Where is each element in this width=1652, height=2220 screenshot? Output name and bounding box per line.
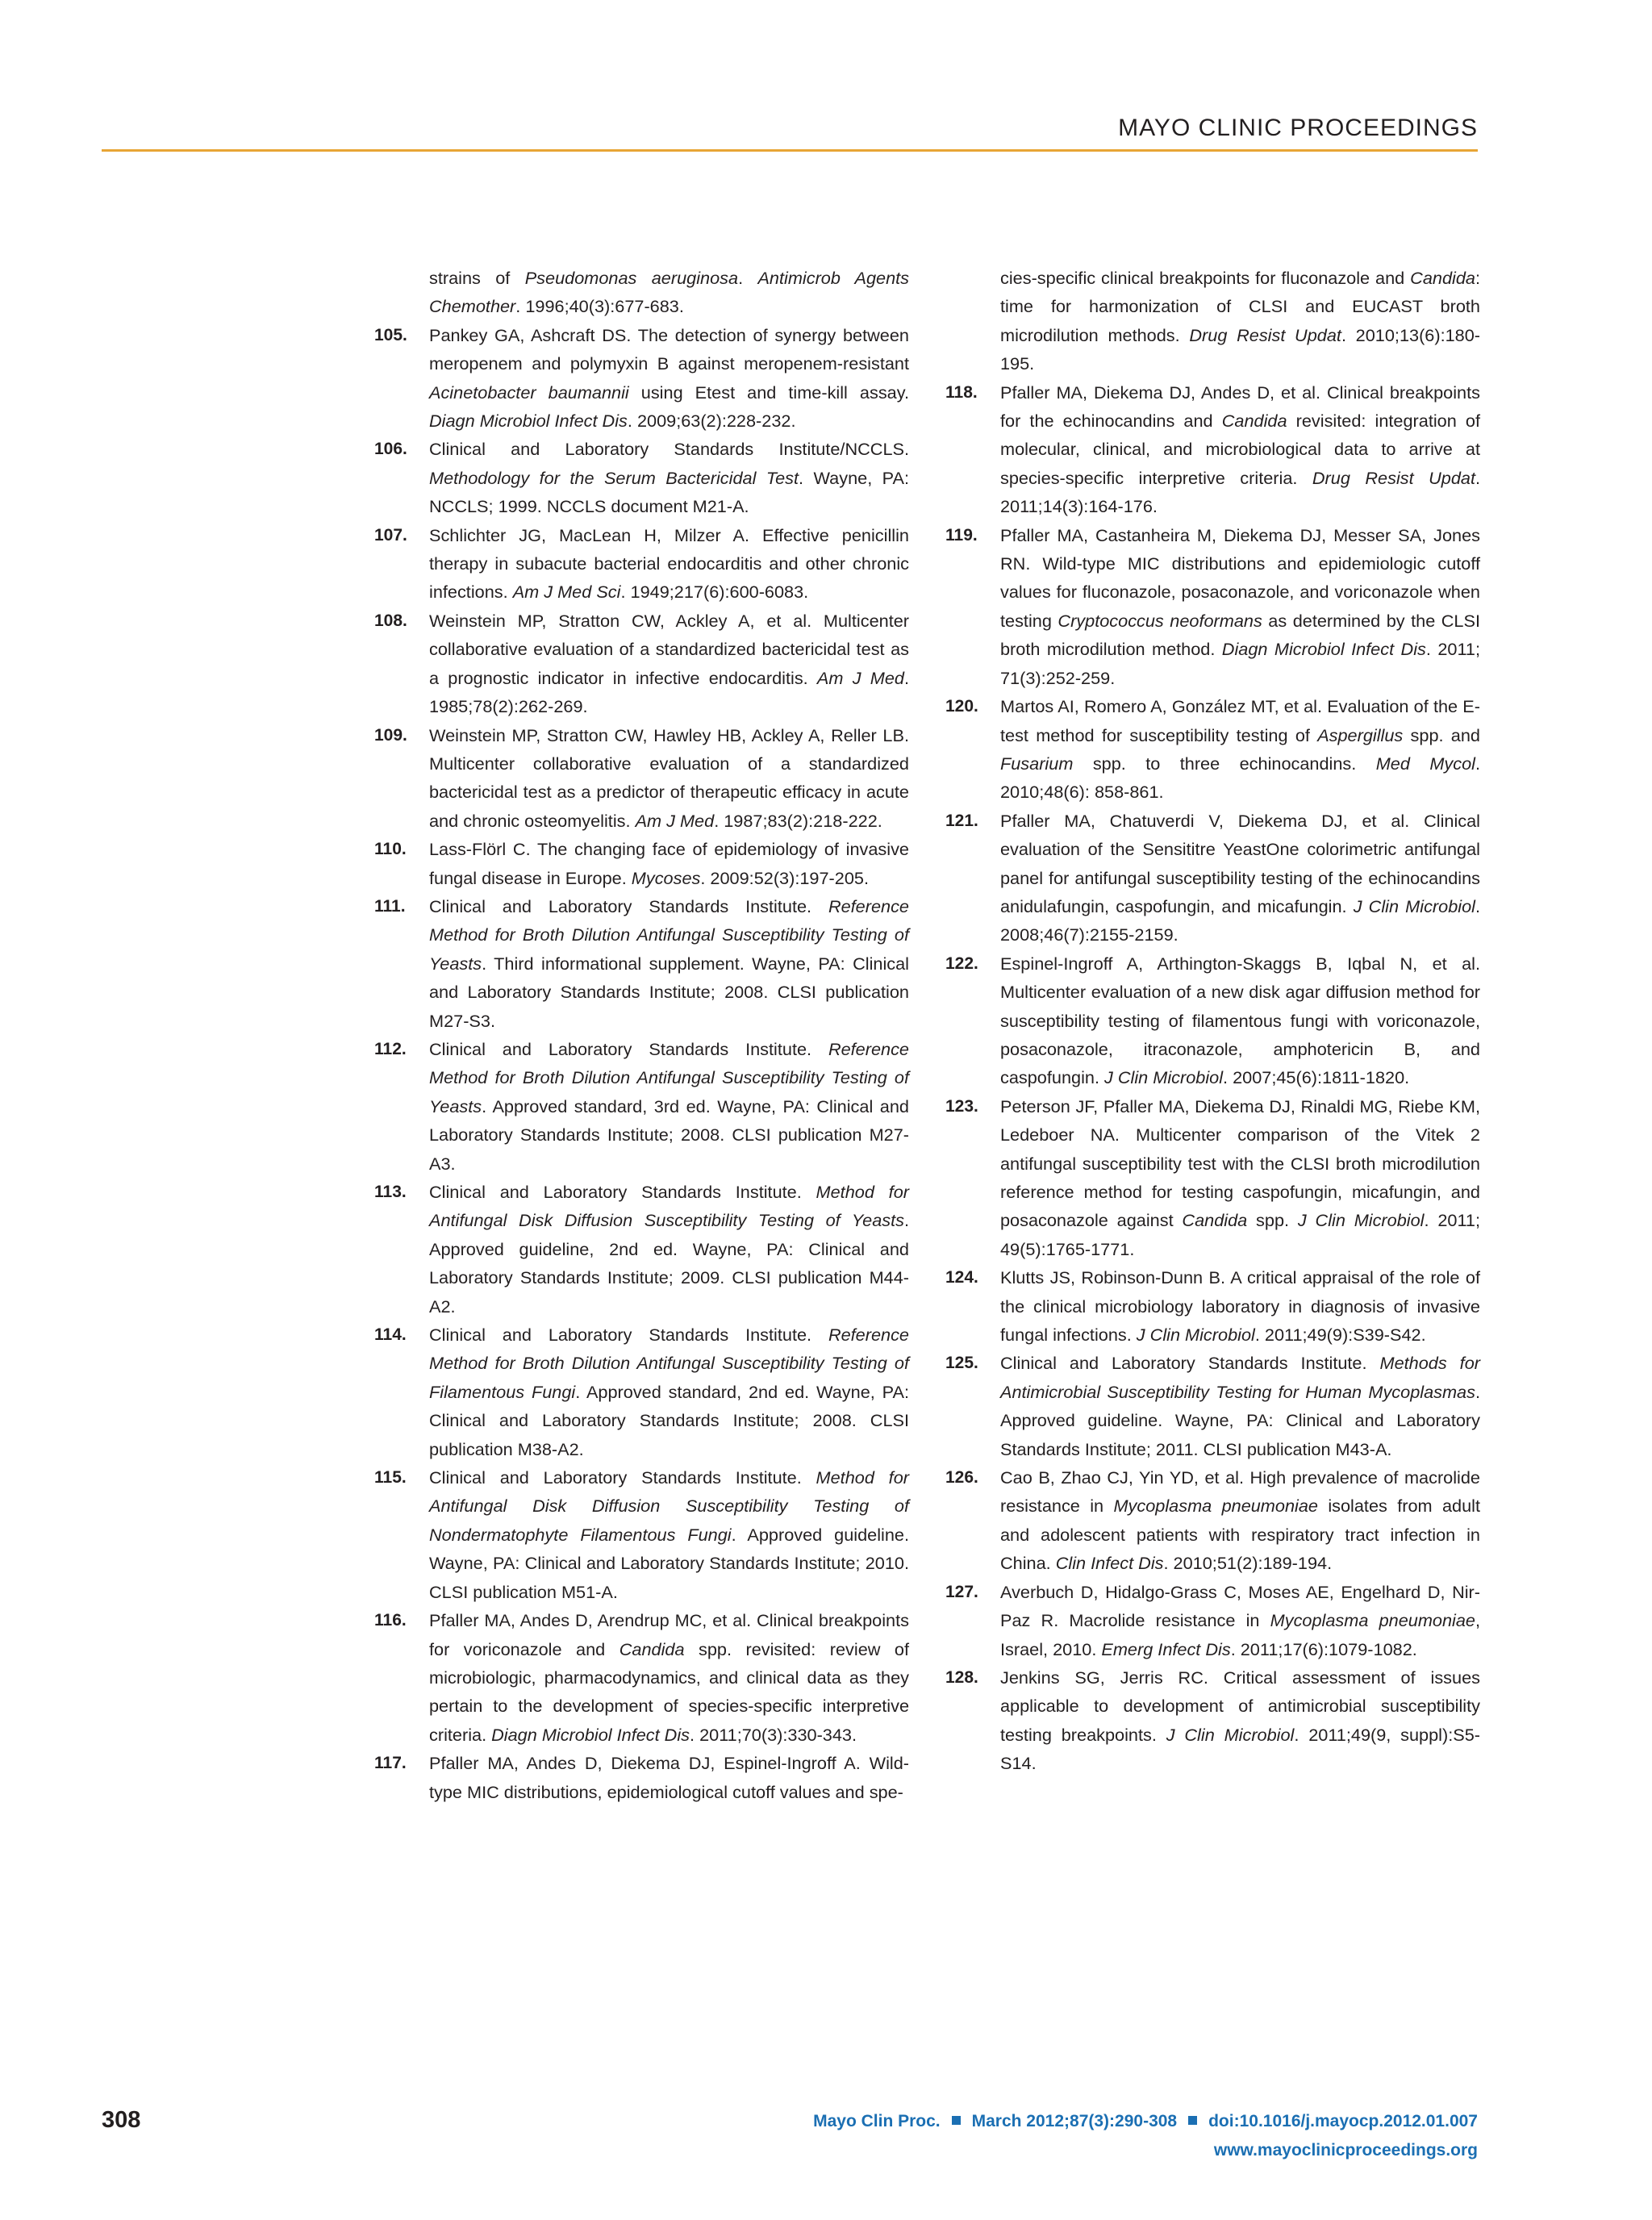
reference-text: Pfaller MA, Diekema DJ, Andes D, et al. Clinical breakpoints for the echinocandins and Candida revisited: integration of molecular, clinical, and microbiological data to arrive at species-specific interpretive criteria. Drug Resist Updat. 2011;14(3):164-176. bbox=[1000, 382, 1481, 517]
reference-text: Pankey GA, Ashcraft DS. The detection of synergy between meropenem and polymyxin B against meropenem-resistant Acinetobacter baumannii using Etest and time-kill assay. Diagn Microbiol Infect Dis. 2009;63(2):228-232. bbox=[429, 324, 909, 432]
reference-text: Schlichter JG, MacLean H, Milzer A. Effective penicillin therapy in subacute bacterial endocarditis and other chronic infections. Am J Med Sci. 1949;217(6):600-6083. bbox=[429, 524, 909, 603]
reference-text: Clinical and Laboratory Standards Institute. Reference Method for Broth Dilution Antifungal Susceptibility Testing of Filamentous Fungi. Approved standard, 2nd ed. Wayne, PA: Clinical and Laboratory Standards Institute; 2008. CLSI publication M38-A2. bbox=[429, 1325, 909, 1459]
reference-item bbox=[374, 721, 909, 836]
header-rule bbox=[102, 149, 1478, 152]
reference-number: 123. bbox=[945, 1096, 978, 1116]
reference-text: Clinical and Laboratory Standards Institute. Methods for Antimicrobial Susceptibility Testing for Human Mycoplasmas. Approved guideline. Wayne, PA: Clinical and Laboratory Standards Institute; 2011. CLSI publication M43-A. bbox=[1000, 1353, 1480, 1459]
reference-number: 109. bbox=[374, 725, 407, 745]
reference-item bbox=[945, 1263, 1480, 1349]
references-left-column bbox=[374, 264, 910, 1806]
reference-text: Lass-Flörl C. The changing face of epidemiology of invasive fungal disease in Europe. Mycoses. 2009:52(3):197-205. bbox=[429, 839, 909, 888]
square-separator-icon bbox=[1188, 2116, 1197, 2125]
reference-number: 128. bbox=[945, 1667, 978, 1687]
reference-number: 106. bbox=[374, 440, 407, 459]
reference-item bbox=[945, 1663, 1480, 1778]
reference-item bbox=[945, 692, 1480, 807]
reference-number: 113. bbox=[374, 1183, 407, 1201]
reference-text: Pfaller MA, Andes D, Arendrup MC, et al. Clinical breakpoints for voriconazole and Candida spp. revisited: review of microbiologic, pharmacodynamics, and clinical data as they pertain to the development of species-specific interpretive criteria. Diagn Microbiol Infect Dis. 2011;70(3):330-343. bbox=[429, 1610, 909, 1745]
footer-journal-abbrev: Mayo Clin Proc. bbox=[813, 2112, 941, 2130]
reference-text: Weinstein MP, Stratton CW, Hawley HB, Ackley A, Reller LB. Multicenter collaborative evaluation of a standardized bactericidal test as a predictor of therapeutic efficacy in acute and chronic osteomyelitis. Am J Med. 1987;83(2):218-222. bbox=[429, 724, 909, 831]
reference-item bbox=[374, 1463, 909, 1606]
reference-item bbox=[945, 378, 1481, 521]
reference-number: 124. bbox=[945, 1268, 978, 1287]
reference-item bbox=[374, 1606, 909, 1749]
reference-item bbox=[945, 521, 1480, 692]
reference-text: Martos AI, Romero A, González MT, et al. Evaluation of the E-test method for susceptibility testing of Aspergillus spp. and Fusarium spp. to three echinocandins. Med Mycol. 2010;48(6): 858-861. bbox=[1000, 696, 1480, 803]
reference-number: 122. bbox=[945, 954, 978, 973]
reference-item bbox=[945, 1578, 1480, 1663]
reference-item bbox=[374, 321, 909, 436]
reference-item bbox=[374, 521, 909, 607]
reference-number: 121. bbox=[945, 811, 978, 830]
footer-doi[interactable]: doi:10.1016/j.mayocp.2012.01.007 bbox=[1208, 2112, 1478, 2130]
reference-number: 119. bbox=[945, 525, 978, 545]
reference-number: 127. bbox=[945, 1582, 978, 1601]
reference-item bbox=[429, 264, 909, 321]
reference-number: 120. bbox=[945, 697, 978, 716]
reference-text: Clinical and Laboratory Standards Institute/NCCLS. Methodology for the Serum Bactericidal Test. Wayne, PA: NCCLS; 1999. NCCLS document M21-A. bbox=[429, 439, 910, 517]
reference-text: Pfaller MA, Chatuverdi V, Diekema DJ, et al. Clinical evaluation of the Sensititre YeastOne colorimetric antifungal panel for antifungal susceptibility testing of the echinocandins anidulafungin, caspofungin, and micafungin. J Clin Microbiol. 2008;46(7):2155-2159. bbox=[1000, 810, 1480, 945]
reference-text: Clinical and Laboratory Standards Institute. Reference Method for Broth Dilution Antifungal Susceptibility Testing of Yeasts. Third informational supplement. Wayne, PA: Clinical and Laboratory Standards Institute; 2008. CLSI publication M27-S3. bbox=[429, 895, 909, 1031]
journal-title: MAYO CLINIC PROCEEDINGS bbox=[1118, 115, 1478, 141]
reference-item bbox=[945, 1092, 1480, 1263]
reference-number: 125. bbox=[945, 1354, 978, 1373]
reference-item bbox=[374, 1035, 909, 1178]
reference-text: Cao B, Zhao CJ, Yin YD, et al. High prevalence of macrolide resistance in Mycoplasma pneumoniae isolates from adult and adolescent patients with respiratory tract infection in China. Clin Infect Dis. 2010;51(2):189-194. bbox=[1000, 1467, 1480, 1574]
footer-website[interactable]: www.mayoclinicproceedings.org bbox=[1213, 2141, 1478, 2159]
reference-item bbox=[374, 435, 910, 520]
footer-citation-line bbox=[813, 2107, 1478, 2136]
reference-item bbox=[945, 949, 1480, 1092]
reference-number: 118. bbox=[945, 382, 978, 402]
reference-item bbox=[945, 1349, 1480, 1463]
reference-text: Klutts JS, Robinson-Dunn B. A critical appraisal of the role of the clinical microbiology laboratory in diagnosis of invasive fungal infections. J Clin Microbiol. 2011;49(9):S39-S42. bbox=[1000, 1267, 1480, 1346]
page-number: 308 bbox=[102, 2107, 141, 2133]
reference-item bbox=[1000, 264, 1480, 378]
reference-item bbox=[945, 807, 1480, 949]
square-separator-icon bbox=[952, 2116, 961, 2125]
reference-item bbox=[374, 607, 909, 721]
reference-text: cies-specific clinical breakpoints for fluconazole and Candida: time for harmonization of CLSI and EUCAST broth microdilution methods. Drug Resist Updat. 2010;13(6):180-195. bbox=[1000, 268, 1481, 374]
reference-number: 108. bbox=[374, 611, 407, 630]
reference-text: strains of Pseudomonas aeruginosa. Antimicrob Agents Chemother. 1996;40(3):677-683. bbox=[429, 268, 909, 317]
page-footer bbox=[813, 2107, 1478, 2165]
reference-number: 114. bbox=[374, 1325, 407, 1345]
reference-text: Pfaller MA, Andes D, Diekema DJ, Espinel-Ingroff A. Wild-type MIC distributions, epidemiological cutoff values and spe- bbox=[429, 1753, 909, 1802]
reference-number: 110. bbox=[374, 840, 407, 859]
reference-number: 105. bbox=[374, 325, 407, 344]
reference-number: 111. bbox=[374, 896, 406, 916]
reference-item bbox=[374, 1178, 909, 1321]
reference-text: Clinical and Laboratory Standards Institute. Method for Antifungal Disk Diffusion Susceptibility Testing of Yeasts. Approved guideline, 2nd ed. Wayne, PA: Clinical and Laboratory Standards Institute; 2009. CLSI publication M44-A2. bbox=[429, 1182, 909, 1317]
reference-text: Weinstein MP, Stratton CW, Ackley A, et al. Multicenter collaborative evaluation of a standardized bactericidal test as a prognostic indicator in infective endocarditis. Am J Med. 1985;78(2):262-269. bbox=[429, 610, 909, 717]
reference-number: 126. bbox=[945, 1468, 978, 1488]
reference-item bbox=[374, 1749, 909, 1806]
references-right-column bbox=[945, 264, 1481, 1778]
reference-text: Peterson JF, Pfaller MA, Diekema DJ, Rinaldi MG, Riebe KM, Ledeboer NA. Multicenter comparison of the Vitek 2 antifungal susceptibility test with the CLSI broth microdilution reference method for testing caspofungin, micafungin, and posaconazole against Candida spp. J Clin Microbiol. 2011; 49(5):1765-1771. bbox=[1000, 1095, 1480, 1259]
reference-text: Jenkins SG, Jerris RC. Critical assessment of issues applicable to development of antimicrobial susceptibility testing breakpoints. J Clin Microbiol. 2011;49(9, suppl):S5-S14. bbox=[1000, 1667, 1480, 1774]
footer-issue: March 2012;87(3):290-308 bbox=[971, 2112, 1178, 2130]
reference-text: Pfaller MA, Castanheira M, Diekema DJ, Messer SA, Jones RN. Wild-type MIC distributions and epidemiologic cutoff values for fluconazole, posaconazole, and voriconazole when testing Cryptococcus neoformans as determined by the CLSI broth microdilution method. Diagn Microbiol Infect Dis. 2011; 71(3):252-259. bbox=[1000, 524, 1480, 688]
reference-number: 116. bbox=[374, 1611, 407, 1630]
reference-text: Espinel-Ingroff A, Arthington-Skaggs B, Iqbal N, et al. Multicenter evaluation of a new disk agar diffusion method for susceptibility testing of filamentous fungi with voriconazole, posaconazole, itraconazole, amphotericin B, and caspofungin. J Clin Microbiol. 2007;45(6):1811-1820. bbox=[1000, 953, 1480, 1088]
reference-number: 115. bbox=[374, 1468, 407, 1488]
reference-item bbox=[374, 835, 909, 892]
reference-text: Averbuch D, Hidalgo-Grass C, Moses AE, Engelhard D, Nir-Paz R. Macrolide resistance in Mycoplasma pneumoniae, Israel, 2010. Emerg Infect Dis. 2011;17(6):1079-1082. bbox=[1000, 1581, 1480, 1659]
reference-item bbox=[374, 892, 909, 1035]
reference-text: Clinical and Laboratory Standards Institute. Reference Method for Broth Dilution Antifungal Susceptibility Testing of Yeasts. Approved standard, 3rd ed. Wayne, PA: Clinical and Laboratory Standards Institute; 2008. CLSI publication M27-A3. bbox=[429, 1038, 909, 1174]
reference-item bbox=[374, 1321, 909, 1463]
reference-item bbox=[945, 1463, 1480, 1578]
reference-text: Clinical and Laboratory Standards Institute. Method for Antifungal Disk Diffusion Susceptibility Testing of Nondermatophyte Filamentous Fungi. Approved guideline. Wayne, PA: Clinical and Laboratory Standards Institute; 2010. CLSI publication M51-A. bbox=[429, 1467, 909, 1602]
reference-number: 117. bbox=[374, 1754, 407, 1773]
reference-number: 112. bbox=[374, 1039, 407, 1058]
reference-number: 107. bbox=[374, 525, 407, 545]
